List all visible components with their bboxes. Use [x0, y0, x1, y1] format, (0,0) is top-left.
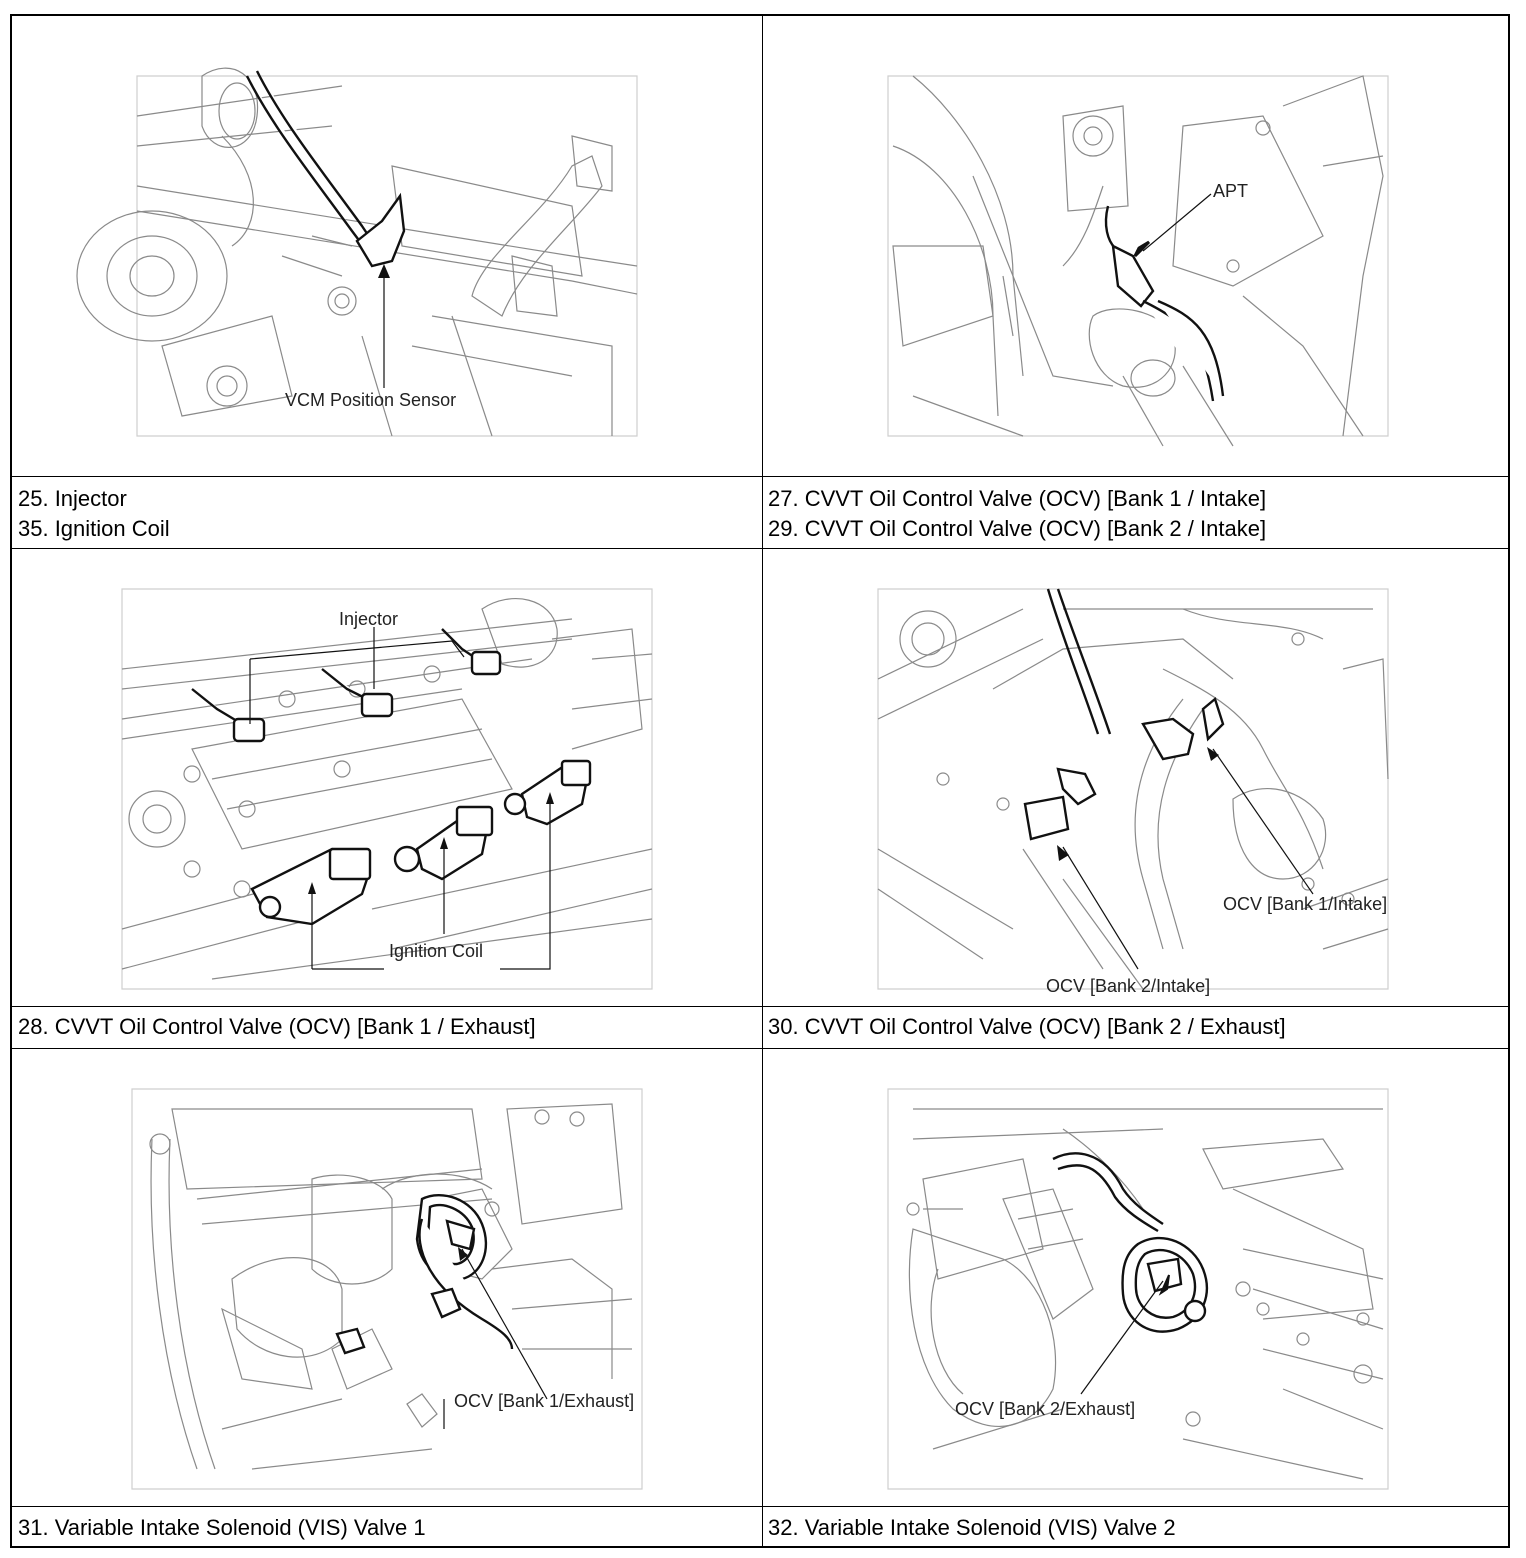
label-ocv-bank2-intake: OCV [Bank 2/Intake]: [1046, 976, 1211, 996]
engine-illustration: [12, 1049, 762, 1506]
engine-illustration: [12, 16, 762, 476]
label-ignition-coil: Ignition Coil: [389, 941, 484, 961]
caption-row2-left: [18, 1012, 536, 1042]
caption-line: 35. Ignition Coil: [18, 516, 170, 541]
caption-line: 30. CVVT Oil Control Valve (OCV) [Bank 2 / Exhaust]: [768, 1014, 1286, 1039]
engine-illustration: [763, 1049, 1512, 1506]
caption-line: 32. Variable Intake Solenoid (VIS) Valve 2: [768, 1515, 1176, 1540]
caption-line: 28. CVVT Oil Control Valve (OCV) [Bank 1 / Exhaust]: [18, 1014, 536, 1039]
label-ocv-bank1-intake: OCV [Bank 1/Intake]: [1223, 894, 1388, 914]
caption-row3-left: [18, 1513, 426, 1543]
caption-row2-right: [768, 1012, 1286, 1042]
caption-line: 29. CVVT Oil Control Valve (OCV) [Bank 2 / Intake]: [768, 516, 1267, 541]
caption-row3-right: [768, 1513, 1176, 1543]
label-apt: APT: [1213, 181, 1249, 201]
caption-line: 27. CVVT Oil Control Valve (OCV) [Bank 1 / Intake]: [768, 486, 1267, 511]
row-divider: [12, 476, 1508, 477]
row-divider: [12, 1506, 1508, 1507]
figure-ocv-intake: [763, 549, 1512, 1006]
label-vcm-position-sensor: VCM Position Sensor: [285, 390, 457, 410]
caption-row1-right: [768, 484, 1266, 544]
caption-line: 25. Injector: [18, 486, 127, 511]
figure-vcm-position-sensor: [12, 16, 762, 476]
engine-illustration: [12, 549, 762, 1006]
caption-line: 31. Variable Intake Solenoid (VIS) Valve 1: [18, 1515, 426, 1540]
caption-row1-left: [18, 484, 170, 544]
label-injector: Injector: [339, 609, 399, 629]
figure-apt: [763, 16, 1512, 476]
row-divider: [12, 1006, 1508, 1007]
label-ocv-bank2-exhaust: OCV [Bank 2/Exhaust]: [955, 1399, 1136, 1419]
figure-ocv-bank2-exhaust: [763, 1049, 1512, 1506]
engine-illustration: [763, 549, 1512, 1006]
engine-illustration: [763, 16, 1512, 476]
label-ocv-bank1-exhaust: OCV [Bank 1/Exhaust]: [454, 1391, 635, 1411]
figure-ocv-bank1-exhaust: [12, 1049, 762, 1506]
figure-injector-ignition-coil: [12, 549, 762, 1006]
component-location-table: [10, 14, 1510, 1548]
